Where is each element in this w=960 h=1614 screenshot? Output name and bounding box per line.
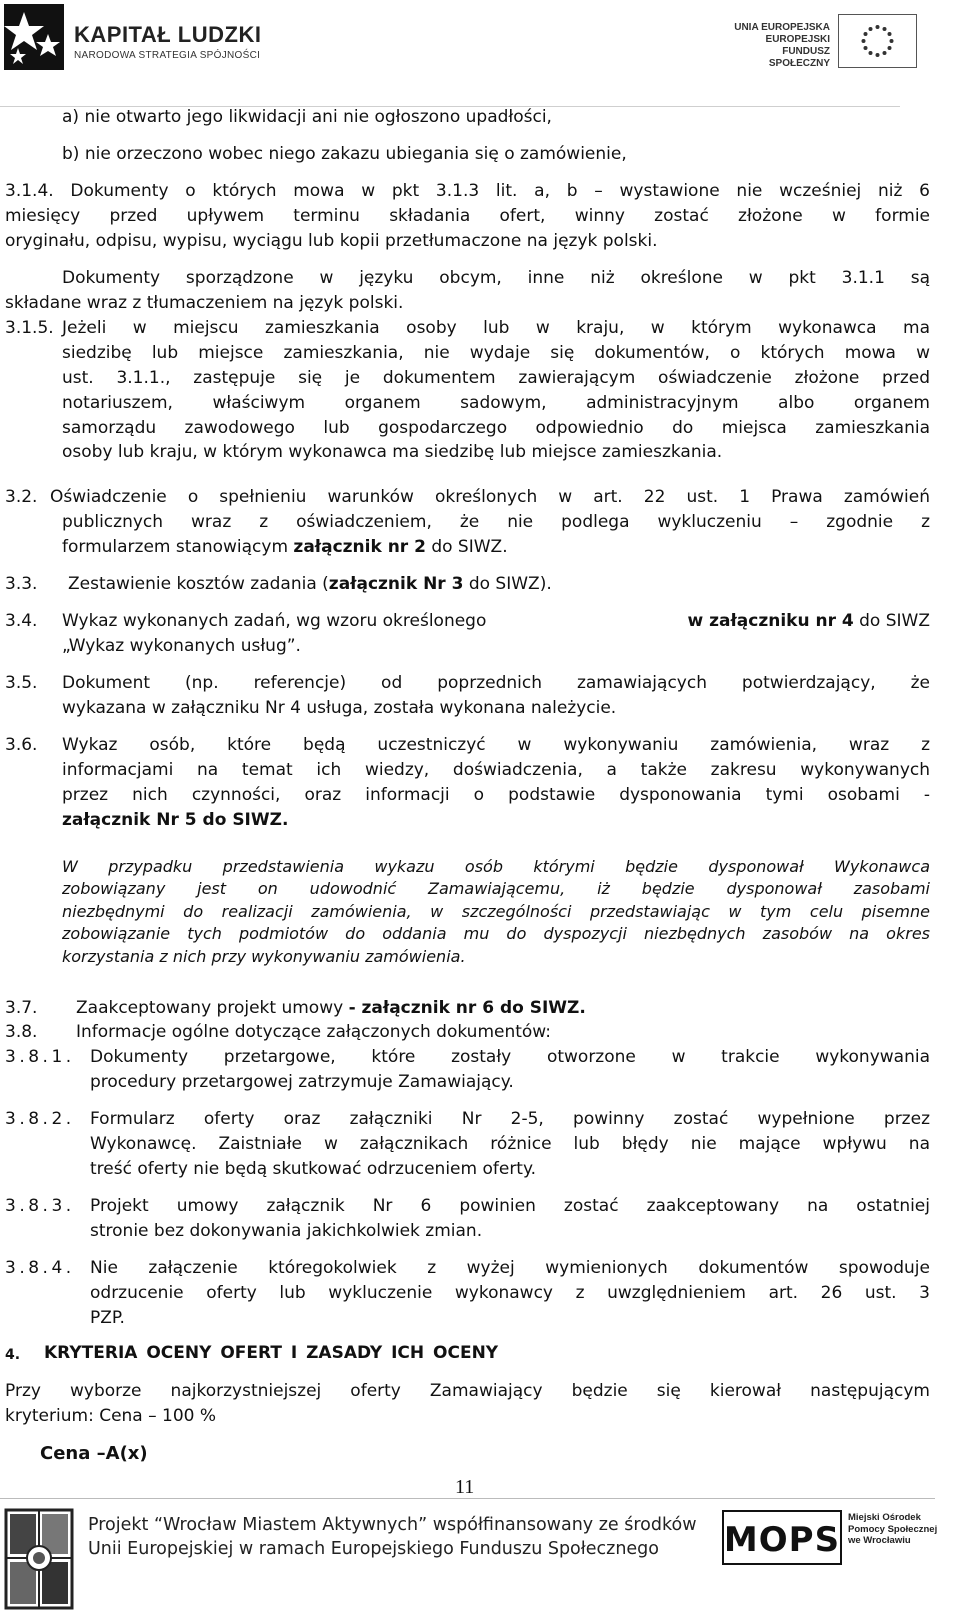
price-formula-label: Cena –A(x) xyxy=(40,1443,148,1464)
wroclaw-crest-icon xyxy=(4,1508,74,1610)
note-line: niezbędnymi do realizacji zamówienia, w szczególności przedstawiając w tym celu pisemne xyxy=(62,902,930,921)
mops-logo-icon xyxy=(722,1510,842,1565)
section-3-1-5-line: ust. 3.1.1., zastępuje się je dokumentem zawierającym oświadczenie złożone przed xyxy=(62,368,930,388)
section-3-4-line xyxy=(62,609,930,634)
section-3-4-number: 3.4. xyxy=(5,611,38,631)
mops-name-line: we Wrocławiu xyxy=(848,1535,911,1546)
note-line: korzystania z nich przy wykonywaniu zamówienia. xyxy=(62,947,466,966)
section-3-8-2-number: 3.8.2. xyxy=(5,1109,75,1129)
section-3-2-line: publicznych wraz z oświadczeniem, że nie podlega wykluczeniu – zgodnie z xyxy=(62,512,930,532)
section-3-6-line: przez nich czynności, oraz informacji o podstawie dysponowania tymi osobami - xyxy=(62,785,930,805)
eu-logo-line: EUROPEJSKI xyxy=(765,34,830,45)
text-run: do SIWZ). xyxy=(463,574,552,594)
section-4-number: 4. xyxy=(5,1347,21,1363)
section-3-1-5-number: 3.1.5. xyxy=(5,318,54,338)
logo-title: KAPITAŁ LUDZKI xyxy=(74,22,262,47)
footer-divider xyxy=(0,1498,935,1499)
item-a: a) nie otwarto jego likwidacji ani nie ogłoszono upadłości, xyxy=(62,107,552,127)
footer-project-line: Projekt “Wrocław Miastem Aktywnych” współfinansowany ze środków xyxy=(88,1515,697,1535)
foreign-docs-line: Dokumenty sporządzone w języku obcym, inne niż określone w pkt 3.1.1 są xyxy=(62,268,930,288)
section-3-8-4-number: 3.8.4. xyxy=(5,1258,75,1278)
text-run: do SIWZ xyxy=(853,611,930,631)
attachment-ref: załącznik Nr 3 xyxy=(328,574,464,594)
section-3-1-5-line: Jeżeli w miejscu zamieszkania osoby lub w kraju, w którym wykonawca ma xyxy=(62,318,930,338)
logo-subtitle: NARODOWA STRATEGIA SPÓJNOŚCI xyxy=(74,50,261,61)
section-3-1-4-line: 3.1.4. Dokumenty o których mowa w pkt 3.1.3 lit. a, b – wystawione nie wcześniej niż 6 xyxy=(5,181,930,201)
text-run: Zaakceptowany projekt umowy xyxy=(76,998,349,1018)
section-3-8-1-line: Dokumenty przetargowe, które zostały otworzone w trakcie wykonywania xyxy=(90,1047,930,1067)
eu-flag-icon xyxy=(838,14,917,68)
section-3-3-line xyxy=(68,572,552,597)
kapital-ludzki-logo xyxy=(4,4,274,70)
section-3-2-line: Oświadczenie o spełnieniu warunków określonych w art. 22 ust. 1 Prawa zamówień xyxy=(50,487,930,507)
attachment-ref: załącznik nr 2 xyxy=(293,537,426,557)
note-line: zobowiązany jest on udowodnić Zamawiającemu, iż będzie dysponował zasobami xyxy=(62,879,930,898)
eu-logo-text xyxy=(730,22,830,70)
section-3-8-1-number: 3.8.1. xyxy=(5,1047,75,1067)
section-3-4-line: „Wykaz wykonanych usług”. xyxy=(62,636,301,656)
star-logo-icon xyxy=(4,4,64,70)
text-run: Wykaz wykonanych zadań, wg wzoru określonego xyxy=(62,611,487,631)
section-3-7-line xyxy=(76,996,586,1021)
section-3-6-line: informacjami na temat ich wiedzy, doświadczenia, a także zakresu wykonywanych xyxy=(62,760,930,780)
section-3-6-line: Wykaz osób, które będą uczestniczyć w wykonywaniu zamówienia, wraz z xyxy=(62,735,930,755)
section-3-1-5-line: notariuszem, właściwym organem sadowym, administracyjnym albo organem xyxy=(62,393,930,413)
section-3-8-2-line: treść oferty nie będą skutkować odrzuceniem oferty. xyxy=(90,1159,537,1179)
section-3-8-1-line: procedury przetargowej zatrzymuje Zamawiający. xyxy=(90,1072,514,1092)
section-3-1-4-line: oryginału, odpisu, wypisu, wyciągu lub kopii przetłumaczone na język polski. xyxy=(5,231,658,251)
eu-logo xyxy=(730,14,915,70)
mops-name-line: Miejski Ośrodek xyxy=(848,1512,921,1523)
note-line: W przypadku przedstawienia wykazu osób którymi będzie dysponował Wykonawca xyxy=(62,857,930,876)
section-3-8-3-line: Projekt umowy załącznik Nr 6 powinien zostać zaakceptowany na ostatniej xyxy=(90,1196,930,1216)
section-3-8-2-line: Wykonawcę. Zaistniałe w załącznikach różnice lub błędy nie mające wpływu na xyxy=(90,1134,930,1154)
foreign-docs-line: składane wraz z tłumaczeniem na język polski. xyxy=(5,293,404,313)
attachment-ref: - załącznik nr 6 do SIWZ. xyxy=(348,998,586,1018)
section-3-6-line: załącznik Nr 5 do SIWZ. xyxy=(62,810,289,830)
section-3-5-line: wykazana w załączniku Nr 4 usługa, została wykonana należycie. xyxy=(62,698,617,718)
text-run: do SIWZ. xyxy=(425,537,508,557)
section-4-title: KRYTERIA OCENY OFERT I ZASADY ICH OCENY xyxy=(44,1343,499,1363)
attachment-ref: w załączniku nr 4 xyxy=(687,611,854,631)
mops-name-line: Pomocy Społecznej xyxy=(848,1523,938,1535)
text-run: formularzem stanowiącym xyxy=(62,537,294,557)
section-3-8-3-number: 3.8.3. xyxy=(5,1196,75,1216)
section-3-1-5-line: osoby lub kraju, w którym wykonawca ma siedzibę lub miejsce zamieszkania. xyxy=(62,442,723,462)
mops-logo-label: MOPS xyxy=(723,1520,841,1560)
eu-logo-line: FUNDUSZ SPOŁECZNY xyxy=(768,46,830,69)
mops-name xyxy=(848,1512,938,1547)
section-3-8-4-line: odrzucenie oferty lub wykluczenie wykonawcy z uwzględnieniem art. 26 ust. 3 xyxy=(90,1283,930,1303)
section-3-5-line: Dokument (np. referencje) od poprzednich zamawiających potwierdzający, że xyxy=(62,673,930,693)
section-3-8-2-line: Formularz oferty oraz załączniki Nr 2-5, powinny zostać wypełnione przez xyxy=(90,1109,930,1129)
section-3-7-number: 3.7. xyxy=(5,998,38,1018)
section-3-1-4-line: miesięcy przed upływem terminu składania ofert, winny zostać złożone w formie xyxy=(5,206,930,226)
criteria-line: kryterium: Cena – 100 % xyxy=(5,1406,217,1426)
item-b: b) nie orzeczono wobec niego zakazu ubiegania się o zamówienie, xyxy=(62,144,627,164)
page-number: 11 xyxy=(455,1476,475,1498)
note-line: zobowiązanie tych podmiotów do oddania mu do dyspozycji niezbędnych zasobów na okres xyxy=(62,924,930,943)
section-3-5-number: 3.5. xyxy=(5,673,38,693)
section-3-2-number: 3.2. xyxy=(5,487,38,507)
footer-project-line: Unii Europejskiej w ramach Europejskiego Funduszu Społecznego xyxy=(88,1539,659,1559)
eu-logo-line: UNIA EUROPEJSKA xyxy=(734,22,830,33)
section-3-8-3-line: stronie bez dokonywania jakichkolwiek zmian. xyxy=(90,1221,483,1241)
text-run: Zestawienie kosztów zadania ( xyxy=(68,574,329,594)
section-3-1-5-line: siedzibę lub miejsce zamieszkania, nie wydaje się dokumentów, o których mowa w xyxy=(62,343,930,363)
section-3-8-4-line: PZP. xyxy=(90,1308,125,1328)
section-3-1-5-line: samorządu zawodowego lub gospodarczego odpowiednio do miejsca zamieszkania xyxy=(62,418,930,438)
section-3-2-line xyxy=(62,535,508,560)
section-3-8-line: Informacje ogólne dotyczące załączonych dokumentów: xyxy=(76,1022,552,1042)
criteria-line: Przy wyborze najkorzystniejszej oferty Zamawiający będzie się kierował następującym xyxy=(5,1381,930,1401)
section-3-8-number: 3.8. xyxy=(5,1022,38,1042)
section-3-3-number: 3.3. xyxy=(5,574,38,594)
section-3-8-4-line: Nie załączenie któregokolwiek z wyżej wymienionych dokumentów spowoduje xyxy=(90,1258,930,1278)
text-run-group xyxy=(688,609,931,634)
section-3-6-number: 3.6. xyxy=(5,735,38,755)
